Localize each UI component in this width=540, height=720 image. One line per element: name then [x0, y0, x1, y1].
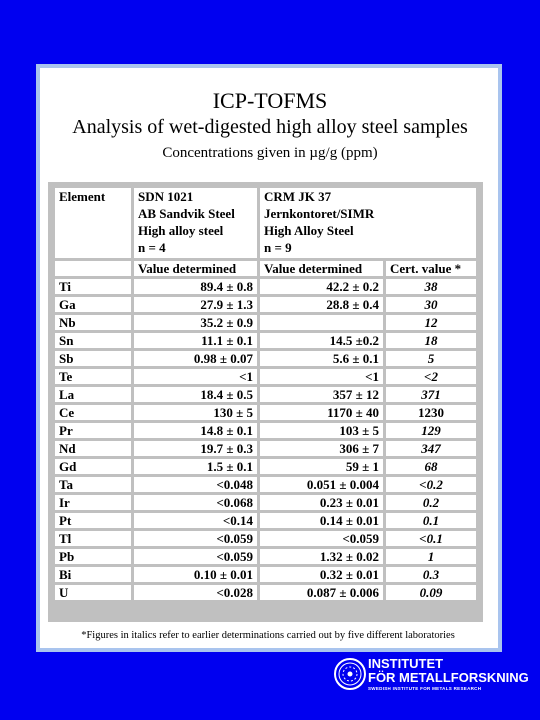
- crm-value-cell: 28.8 ± 0.4: [260, 297, 383, 312]
- cert-value-cell: 0.1: [386, 513, 476, 528]
- cert-value-cell: 0.09: [386, 585, 476, 600]
- sdn-value-cell: 35.2 ± 0.9: [134, 315, 257, 330]
- crm-value-cell: 14.5 ±0.2: [260, 333, 383, 348]
- units-caption: Concentrations given in µg/g (ppm): [162, 145, 378, 161]
- cert-value-cell: <0.2: [386, 477, 476, 492]
- sdn-value-cell: <0.14: [134, 513, 257, 528]
- header-sdn-line: High alloy steel: [138, 223, 224, 238]
- element-cell: Te: [55, 369, 131, 384]
- crm-value-cell: 357 ± 12: [260, 387, 383, 402]
- cert-value-cell: <2: [386, 369, 476, 384]
- cert-value-cell: 0.2: [386, 495, 476, 510]
- sdn-value-cell: 130 ± 5: [134, 405, 257, 420]
- logo-line3: SWEDISH INSTITUTE FOR METALS RESEARCH: [368, 686, 482, 691]
- element-cell: Nd: [55, 441, 131, 456]
- header-sdn: [134, 188, 257, 258]
- sdn-value-cell: 19.7 ± 0.3: [134, 441, 257, 456]
- crm-value-cell: 59 ± 1: [260, 459, 383, 474]
- crm-value-cell: 42.2 ± 0.2: [260, 279, 383, 294]
- crm-value-cell: <0.059: [260, 531, 383, 546]
- crm-value-cell: 0.051 ± 0.004: [260, 477, 383, 492]
- cert-value-cell: 1230: [386, 405, 476, 420]
- table-row: [55, 315, 476, 330]
- element-cell: Sb: [55, 351, 131, 366]
- table-row: [55, 549, 476, 564]
- element-cell: Nb: [55, 315, 131, 330]
- sdn-value-cell: 89.4 ± 0.8: [134, 279, 257, 294]
- element-cell: U: [55, 585, 131, 600]
- logo-line1: INSTITUTET: [368, 656, 444, 671]
- results-table-container: [48, 182, 483, 622]
- table-row: [55, 387, 476, 402]
- header-crm-line: Jernkontoret/SIMR: [264, 206, 375, 221]
- header-sdn-line: SDN 1021: [138, 189, 194, 204]
- sdn-value-cell: 18.4 ± 0.5: [134, 387, 257, 402]
- crm-value-cell: 103 ± 5: [260, 423, 383, 438]
- crm-value-cell: 0.23 ± 0.01: [260, 495, 383, 510]
- cert-value-cell: 12: [386, 315, 476, 330]
- sdn-value-cell: 14.8 ± 0.1: [134, 423, 257, 438]
- table-row: [55, 297, 476, 312]
- header-crm-line: High Alloy Steel: [264, 223, 354, 238]
- crm-value-cell: 5.6 ± 0.1: [260, 351, 383, 366]
- crm-value-cell: 306 ± 7: [260, 441, 383, 456]
- element-cell: Ta: [55, 477, 131, 492]
- subheader-empty: [55, 261, 131, 276]
- header-crm-line: CRM JK 37: [264, 189, 332, 204]
- sdn-value-cell: 27.9 ± 1.3: [134, 297, 257, 312]
- table-row: [55, 585, 476, 600]
- cert-value-cell: 68: [386, 459, 476, 474]
- sdn-value-cell: <0.028: [134, 585, 257, 600]
- cert-value-cell: 1: [386, 549, 476, 564]
- seal-icon: [335, 659, 365, 689]
- sdn-value-cell: 0.98 ± 0.07: [134, 351, 257, 366]
- crm-value-cell: [260, 315, 383, 330]
- sdn-value-cell: 1.5 ± 0.1: [134, 459, 257, 474]
- element-cell: Pt: [55, 513, 131, 528]
- element-cell: Tl: [55, 531, 131, 546]
- element-cell: Gd: [55, 459, 131, 474]
- table-row: [55, 279, 476, 294]
- element-cell: Ir: [55, 495, 131, 510]
- sdn-value-cell: 11.1 ± 0.1: [134, 333, 257, 348]
- logo-line2: FÖR METALLFORSKNING: [368, 670, 529, 685]
- element-cell: Sn: [55, 333, 131, 348]
- cert-value-cell: 347: [386, 441, 476, 456]
- sdn-value-cell: 0.10 ± 0.01: [134, 567, 257, 582]
- crm-value-cell: 1.32 ± 0.02: [260, 549, 383, 564]
- crm-value-cell: 1170 ± 40: [260, 405, 383, 420]
- table-row: [55, 333, 476, 348]
- header-element: Element: [55, 188, 131, 258]
- results-table: [52, 185, 479, 603]
- header-crm-line: n = 9: [264, 240, 292, 255]
- element-cell: Ce: [55, 405, 131, 420]
- sdn-value-cell: <0.059: [134, 549, 257, 564]
- table-row: [55, 405, 476, 420]
- header-crm: [260, 188, 476, 258]
- table-row: [55, 477, 476, 492]
- table-row: [55, 531, 476, 546]
- sdn-value-cell: <1: [134, 369, 257, 384]
- table-row: [55, 495, 476, 510]
- crm-value-cell: 0.087 ± 0.006: [260, 585, 383, 600]
- table-row: [55, 513, 476, 528]
- table-row: [55, 567, 476, 582]
- element-cell: Bi: [55, 567, 131, 582]
- table-row: [55, 441, 476, 456]
- subheader-cert: Cert. value *: [386, 261, 476, 276]
- cert-value-cell: 18: [386, 333, 476, 348]
- cert-value-cell: 129: [386, 423, 476, 438]
- element-cell: Pr: [55, 423, 131, 438]
- table-row: [55, 351, 476, 366]
- subheader-sdn: Value determined: [134, 261, 257, 276]
- sdn-value-cell: <0.048: [134, 477, 257, 492]
- subheader-crm: Value determined: [260, 261, 383, 276]
- footnote: *Figures in italics refer to earlier determinations carried out by five different laboratories: [81, 630, 455, 641]
- crm-value-cell: <1: [260, 369, 383, 384]
- crm-value-cell: 0.14 ± 0.01: [260, 513, 383, 528]
- table-subheader-row: [55, 261, 476, 276]
- header-sdn-line: AB Sandvik Steel: [138, 206, 235, 221]
- table-header-row: [55, 188, 476, 258]
- crm-value-cell: 0.32 ± 0.01: [260, 567, 383, 582]
- table-row: [55, 369, 476, 384]
- cert-value-cell: 30: [386, 297, 476, 312]
- element-cell: Ti: [55, 279, 131, 294]
- cert-value-cell: 5: [386, 351, 476, 366]
- logo-text: [368, 657, 529, 692]
- page-title: ICP-TOFMS: [212, 88, 328, 113]
- table-row: [55, 459, 476, 474]
- element-cell: Ga: [55, 297, 131, 312]
- table-row: [55, 423, 476, 438]
- sdn-value-cell: <0.068: [134, 495, 257, 510]
- cert-value-cell: <0.1: [386, 531, 476, 546]
- cert-value-cell: 38: [386, 279, 476, 294]
- header-sdn-line: n = 4: [138, 240, 166, 255]
- cert-value-cell: 371: [386, 387, 476, 402]
- cert-value-cell: 0.3: [386, 567, 476, 582]
- element-cell: La: [55, 387, 131, 402]
- element-cell: Pb: [55, 549, 131, 564]
- page-subtitle: Analysis of wet-digested high alloy steel samples: [72, 116, 468, 138]
- sdn-value-cell: <0.059: [134, 531, 257, 546]
